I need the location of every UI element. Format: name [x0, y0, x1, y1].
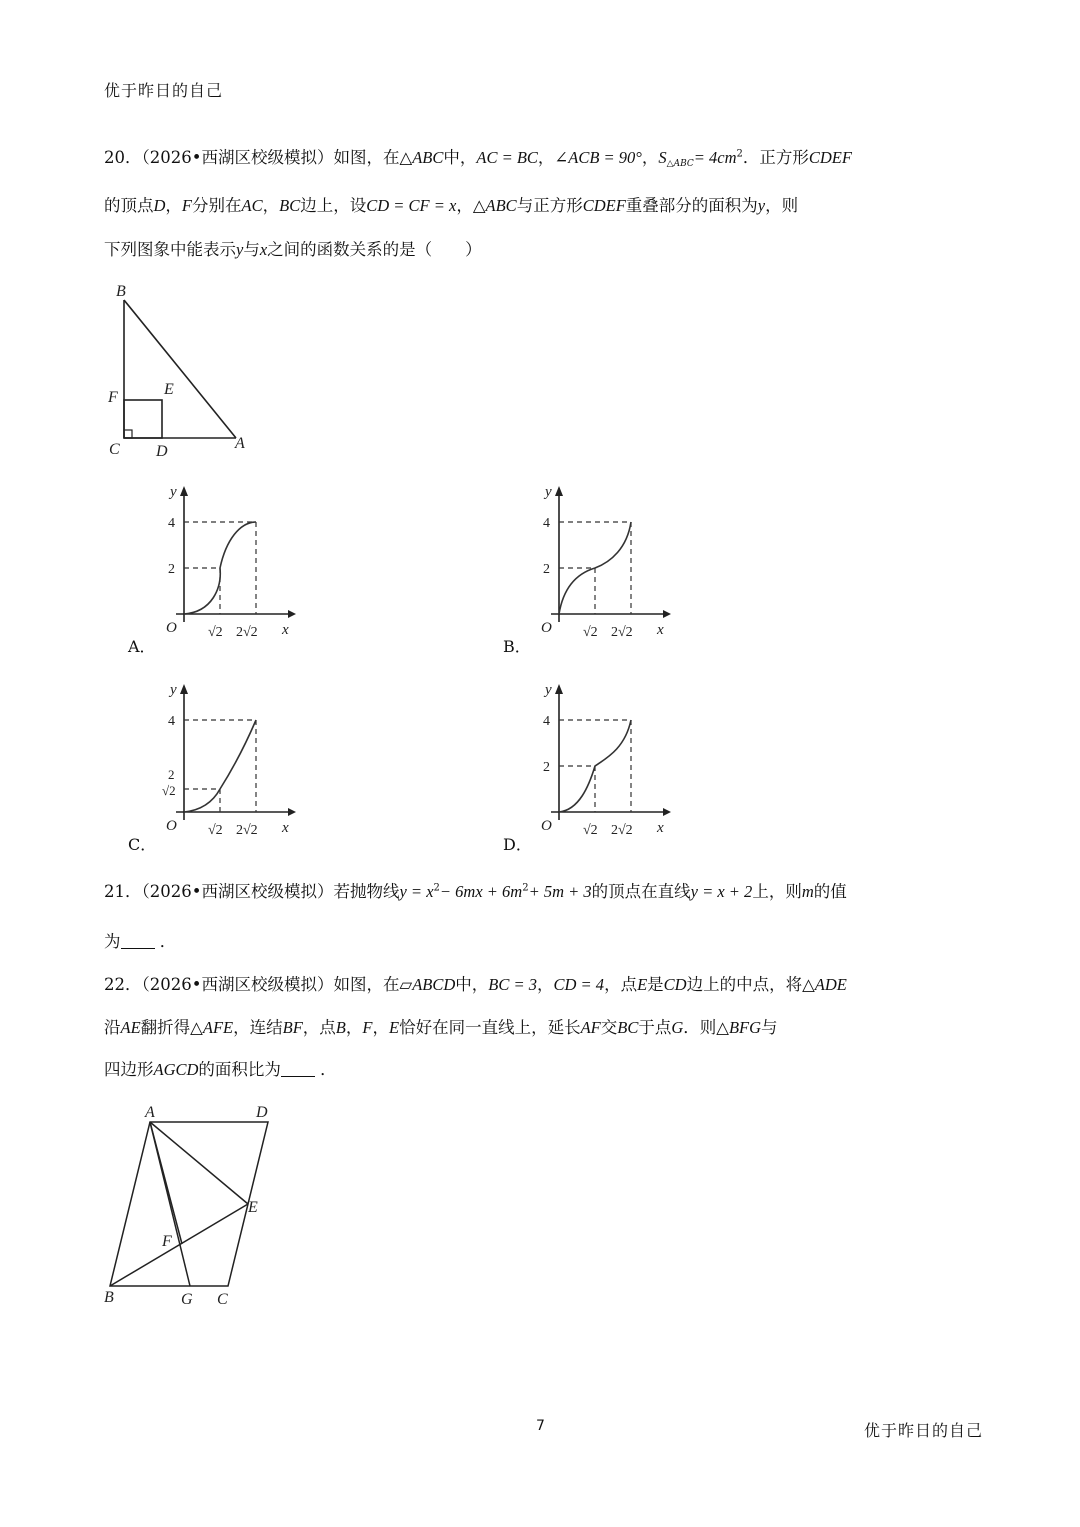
x-axis-arrow: [663, 808, 671, 816]
math: y = x + 2: [690, 882, 753, 901]
axis-label-x: x: [282, 820, 289, 836]
q22-number: 22．: [104, 975, 142, 994]
q20-source: （2026•西湖区校级模拟）: [141, 148, 334, 167]
text: 下列图象中能表示: [104, 240, 236, 259]
segment-be: [110, 1204, 248, 1286]
text: ，: [345, 1018, 363, 1037]
x-axis-arrow: [663, 610, 671, 618]
text: 如图，在▱: [333, 975, 413, 994]
label-b: B: [104, 1289, 114, 1306]
math: G: [671, 1018, 684, 1037]
math: x: [259, 240, 268, 259]
page-number: 7: [536, 1418, 545, 1434]
tick-label-sqrt2: √2: [208, 625, 223, 640]
right-angle-mark: [124, 430, 132, 438]
math: AE: [120, 1018, 141, 1037]
axis-label-x: x: [657, 622, 664, 638]
tick-label-2: 2: [168, 767, 175, 782]
math: CDEF: [582, 196, 626, 215]
q22-source: （2026•西湖区校级模拟）: [141, 975, 334, 994]
text: 中，: [455, 975, 489, 994]
origin-label: O: [541, 620, 552, 636]
text: 四边形: [104, 1060, 154, 1079]
q20-triangle-figure: [100, 276, 260, 462]
q22-line1: [104, 973, 984, 997]
math: y: [757, 196, 766, 215]
tick-label-4: 4: [168, 516, 175, 531]
option-d-graph[interactable]: [535, 676, 675, 844]
q22-parallelogram-figure: [100, 1098, 280, 1308]
page-footer: 优于昨日的自己: [864, 1421, 984, 1440]
math: AGCD: [153, 1060, 199, 1079]
text: 边上，设: [300, 196, 367, 215]
math: AFE: [202, 1018, 234, 1037]
q20-number: 20．: [104, 148, 142, 167]
math: y: [236, 240, 244, 259]
math: AF: [580, 1018, 601, 1037]
page-header: 优于昨日的自己: [104, 81, 224, 100]
math: BC = 3: [488, 975, 537, 994]
text: 之间的函数关系的是（ ）: [267, 240, 482, 259]
option-d-label[interactable]: D．: [503, 835, 532, 854]
q21-number: 21．: [104, 882, 142, 901]
q21-line1: 21．（2026•西湖区校级模拟）若抛物线$y = x^2- 6mx + 6m^2+ 5m + 3$的顶点在直线y = x + 2上，则m的值: [104, 882, 847, 901]
text: 沿: [104, 1018, 121, 1037]
math: ABC: [412, 148, 444, 167]
tick-label-2: 2: [168, 562, 175, 577]
answer-blank[interactable]: [121, 934, 155, 949]
label-c: C: [109, 441, 120, 458]
math: CD = 4: [553, 975, 605, 994]
math: BC: [279, 196, 301, 215]
y-axis-arrow: [555, 486, 563, 496]
y-axis-arrow: [555, 684, 563, 694]
math: − 6mx + 6m: [439, 882, 523, 901]
segment-ab: [124, 300, 236, 438]
axis-label-x: x: [282, 622, 289, 638]
text: ，: [372, 1018, 389, 1037]
text: ，△: [456, 196, 486, 215]
tick-label-2sqrt2: 2√2: [611, 823, 633, 838]
math: CD: [663, 975, 687, 994]
q20-line2: [104, 194, 984, 218]
math: CDEF: [808, 148, 852, 167]
math: ∠ACB = 90°: [554, 148, 642, 167]
label-d: D: [256, 1104, 268, 1121]
text: 与: [243, 240, 260, 259]
text: 分别在: [192, 196, 242, 215]
text: ．: [320, 1060, 337, 1079]
tick-label-2sqrt2: 2√2: [236, 625, 258, 640]
q22-line2: [104, 1016, 984, 1040]
math: BFG: [728, 1018, 762, 1037]
option-b-graph[interactable]: [535, 478, 675, 646]
tick-label-sqrt2: √2: [208, 823, 223, 838]
text: ，连结: [233, 1018, 283, 1037]
axis-label-y: y: [170, 682, 177, 698]
text: 如图，在△: [333, 148, 413, 167]
q22-line3: [104, 1058, 984, 1082]
tick-label-4: 4: [543, 516, 550, 531]
x-axis-arrow: [288, 808, 296, 816]
math: BC: [617, 1018, 639, 1037]
tick-label-2: 2: [543, 760, 550, 775]
math: F: [362, 1018, 373, 1037]
option-c-graph[interactable]: [160, 676, 300, 844]
math: B: [335, 1018, 346, 1037]
q21-source: （2026•西湖区校级模拟）: [141, 882, 334, 901]
math: S: [658, 148, 667, 167]
label-e: E: [164, 381, 174, 398]
label-g: G: [181, 1291, 193, 1308]
axis-label-y: y: [545, 682, 552, 698]
text: ，: [537, 148, 555, 167]
label-a: A: [235, 435, 245, 452]
label-d: D: [156, 443, 168, 460]
text: 的面积比为: [198, 1060, 281, 1079]
text: 中，: [443, 148, 477, 167]
label-a: A: [145, 1104, 155, 1121]
option-c-label[interactable]: C．: [128, 835, 157, 854]
text: ，则: [765, 196, 799, 215]
option-b-label[interactable]: B．: [503, 637, 531, 656]
math: ABCD: [412, 975, 456, 994]
math: m: [801, 882, 814, 901]
math: ABC: [485, 196, 517, 215]
option-a-label[interactable]: A．: [128, 637, 156, 656]
math: y = x: [399, 882, 434, 901]
x-axis-arrow: [288, 610, 296, 618]
tick-label-2sqrt2: 2√2: [611, 625, 633, 640]
math: CD = CF = x: [366, 196, 457, 215]
math: AC: [241, 196, 263, 215]
text: 上，则: [752, 882, 802, 901]
text: ．: [159, 932, 177, 951]
text: 为: [104, 932, 121, 951]
tick-label-sqrt2: √2: [583, 625, 598, 640]
text: 交: [600, 1018, 618, 1037]
segment-af: [150, 1122, 182, 1244]
math: F: [181, 196, 193, 215]
text: ，点: [302, 1018, 336, 1037]
y-axis-arrow: [180, 684, 188, 694]
text: ．正方形: [742, 148, 809, 167]
text: 的值: [813, 882, 847, 901]
tick-label-4: 4: [168, 714, 175, 729]
math: BF: [282, 1018, 303, 1037]
text: ，: [537, 975, 554, 994]
origin-label: O: [166, 818, 177, 834]
math: D: [153, 196, 166, 215]
text: ，: [641, 148, 659, 167]
text: ．则△: [683, 1018, 729, 1037]
text: 与正方形: [516, 196, 583, 215]
axis-label-x: x: [657, 820, 664, 836]
text: 若抛物线: [333, 882, 400, 901]
origin-label: O: [541, 818, 552, 834]
text: 的顶点: [104, 196, 154, 215]
text: 与: [761, 1018, 778, 1037]
text: ，: [262, 196, 280, 215]
label-f: F: [162, 1233, 172, 1250]
q21-line2: [104, 930, 984, 954]
label-b: B: [116, 283, 126, 300]
text: 重叠部分的面积为: [625, 196, 758, 215]
text: 恰好在同一直线上，延长: [399, 1018, 581, 1037]
q20-line3: [104, 238, 984, 262]
math: E: [637, 975, 648, 994]
text: ，点: [604, 975, 638, 994]
y-axis-arrow: [180, 486, 188, 496]
tick-label-2-denominator: √2: [162, 783, 176, 798]
tick-label-2: 2: [543, 562, 550, 577]
label-f: F: [108, 389, 118, 406]
axis-label-y: y: [545, 484, 552, 500]
math: AC = BC: [476, 148, 538, 167]
tick-label-sqrt2: √2: [583, 823, 598, 838]
axis-label-y: y: [170, 484, 177, 500]
math: E: [388, 1018, 400, 1037]
text: 边上的中点，将△: [686, 975, 815, 994]
answer-blank[interactable]: [281, 1062, 315, 1077]
math: ADE: [814, 975, 847, 994]
text: 是: [647, 975, 664, 994]
label-c: C: [217, 1291, 228, 1308]
origin-label: O: [166, 620, 177, 636]
label-e: E: [248, 1199, 258, 1216]
math-subscript: △ABC: [666, 159, 694, 169]
tick-label-4: 4: [543, 714, 550, 729]
q20-line1: 20．（2026•西湖区校级模拟）如图，在△ABC中，AC = BC，∠ACB = 90°，$S_{\triangle ABC}= 4cm^2$．正方形CDEF: [104, 148, 852, 169]
tick-label-2sqrt2: 2√2: [236, 823, 258, 838]
text: ，: [165, 196, 182, 215]
text: 的顶点在直线: [591, 882, 691, 901]
segment-ae: [150, 1122, 248, 1204]
math: = 4cm: [693, 148, 737, 167]
square-cdef: [124, 400, 162, 438]
parallelogram-abcd: [110, 1122, 268, 1286]
text: 于点: [638, 1018, 672, 1037]
text: 翻折得△: [140, 1018, 203, 1037]
option-a-graph[interactable]: [160, 478, 300, 646]
math: + 5m + 3: [528, 882, 592, 901]
